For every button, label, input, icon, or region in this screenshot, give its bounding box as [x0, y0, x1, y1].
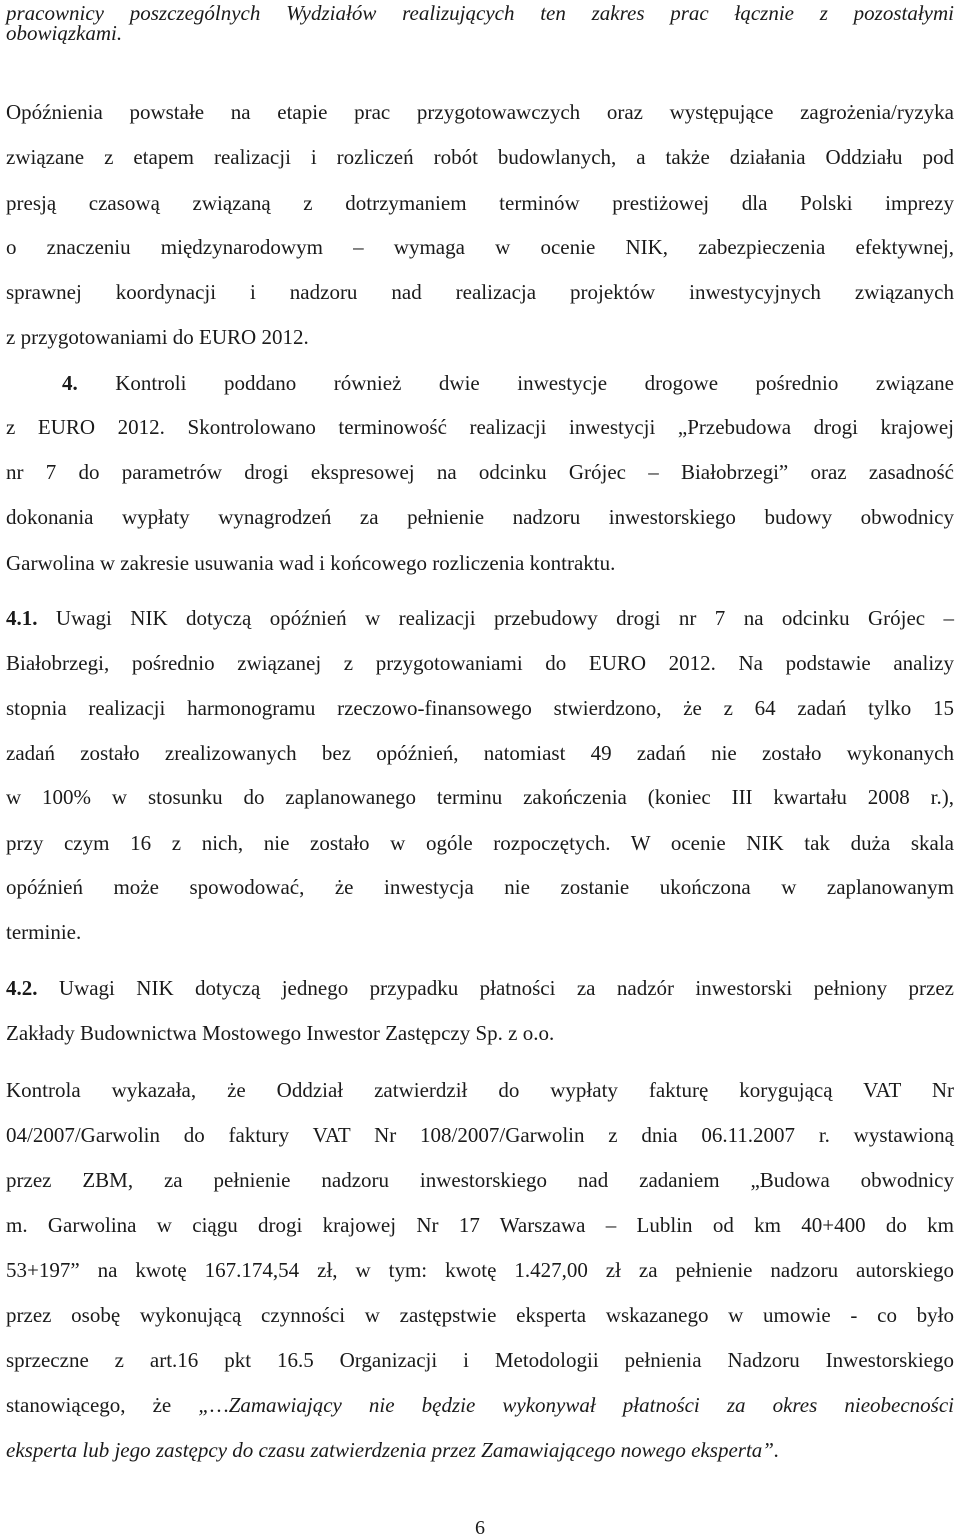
text-line: 04/2007/Garwolin do faktury VAT Nr 108/2007/Garwolin z dnia 06.11.2007 r. wystawioną — [6, 1123, 954, 1147]
text-line: Kontrola wykazała, że Oddział zatwierdził do wypłaty fakturę korygującą VAT Nr — [6, 1078, 954, 1102]
section-4-1-heading-line — [6, 605, 954, 631]
section-number: 4. — [62, 371, 78, 395]
section-4-heading-line — [62, 370, 954, 396]
text-line: sprawnej koordynacji i nadzoru nad realizacja projektów inwestycyjnych związanych — [6, 280, 954, 304]
text-span: z EURO 2012. — [6, 415, 165, 439]
text-line: sprzeczne z art.16 pkt 16.5 Organizacji i Metodologii pełnienia Nadzoru Inwestorskiego — [6, 1348, 954, 1372]
text-line: przez ZBM, za pełnienie nadzoru inwestorskiego nad zadaniem „Budowa obwodnicy — [6, 1168, 954, 1192]
text-line: zadań zostało zrealizowanych bez opóźnień, natomiast 49 zadań nie zostało wykonanych — [6, 741, 954, 765]
text-span: Kontroli poddano również dwie inwestycje drogowe pośrednio związane — [115, 371, 954, 395]
text-line — [6, 830, 954, 856]
text-line: eksperta lub jego zastępcy do czasu zatwierdzenia przez Zamawiającego nowego eksperta”. — [6, 1438, 780, 1462]
text-span: Na podstawie analizy — [738, 651, 954, 675]
text-line: Opóźnienia powstałe na etapie prac przygotowawczych oraz występujące zagrożenia/ryzyka — [6, 100, 954, 124]
text-span: stanowiącego, że — [6, 1393, 172, 1417]
text-span: Uwagi NIK dotyczą jednego przypadku płatności za nadzór inwestorski pełniony przez — [58, 976, 954, 1000]
text-span: przy czym 16 z nich, nie zostało w ogóle rozpoczętych. — [6, 831, 611, 855]
section-4-2-heading-line — [6, 975, 954, 1001]
text-line: terminie. — [6, 920, 82, 944]
text-line: nr 7 do parametrów drogi ekspresowej na odcinku Grójec – Białobrzegi” oraz zasadność — [6, 460, 954, 484]
section-number: 4.1. — [6, 606, 38, 630]
text-span: Uwagi NIK dotyczą opóźnień w realizacji przebudowy drogi nr 7 na odcinku Grójec – — [55, 606, 955, 630]
text-line — [6, 1392, 954, 1418]
text-line: Zakłady Budownictwa Mostowego Inwestor Zastępczy Sp. z o.o. — [6, 1021, 555, 1045]
text-line: m. Garwolina w ciągu drogi krajowej Nr 17 Warszawa – Lublin od km 40+400 do km — [6, 1213, 954, 1237]
text-line — [6, 414, 954, 440]
text-line: Garwolina w zakresie usuwania wad i końcowego rozliczenia kontraktu. — [6, 551, 616, 575]
text-line: 53+197” na kwotę 167.174,54 zł, w tym: kwotę 1.427,00 zł za pełnienie nadzoru autorskiego — [6, 1258, 954, 1282]
text-span: Białobrzegi, pośrednio związanej z przygotowaniami do EURO 2012. — [6, 651, 716, 675]
text-line: opóźnień może spowodować, że inwestycja nie zostanie ukończona w zaplanowanym — [6, 875, 954, 899]
text-span: Skontrolowano terminowość realizacji inwestycji „Przebudowa drogi krajowej — [187, 415, 955, 439]
text-line: obowiązkami. — [6, 21, 123, 45]
text-line: stopnia realizacji harmonogramu rzeczowo-finansowego stwierdzono, że z 64 zadań tylko 15 — [6, 696, 954, 720]
text-line: o znaczeniu międzynarodowym – wymaga w ocenie NIK, zabezpieczenia efektywnej, — [6, 235, 954, 259]
text-line: z przygotowaniami do EURO 2012. — [6, 325, 309, 349]
quoted-text: „…Zamawiający nie będzie wykonywał płatności za okres nieobecności — [198, 1393, 954, 1417]
text-line: pracownicy poszczególnych Wydziałów realizujących ten zakres prac łącznie z pozostałymi — [6, 1, 954, 25]
text-line: związane z etapem realizacji i rozliczeń robót budowlanych, a także działania Oddziału pod — [6, 145, 954, 169]
section-number: 4.2. — [6, 976, 38, 1000]
text-line: w 100% w stosunku do zaplanowanego terminu zakończenia (koniec III kwartału 2008 r.), — [6, 785, 954, 809]
text-line: przez osobę wykonującą czynności w zastępstwie eksperta wskazanego w umowie - co było — [6, 1303, 954, 1327]
text-line — [6, 650, 954, 676]
page-number: 6 — [475, 1517, 485, 1539]
text-line: presją czasową związaną z dotrzymaniem terminów prestiżowej dla Polski imprezy — [6, 191, 954, 215]
text-span: W ocenie NIK tak duża skala — [630, 831, 955, 855]
text-line: dokonania wypłaty wynagrodzeń za pełnienie nadzoru inwestorskiego budowy obwodnicy — [6, 505, 954, 529]
